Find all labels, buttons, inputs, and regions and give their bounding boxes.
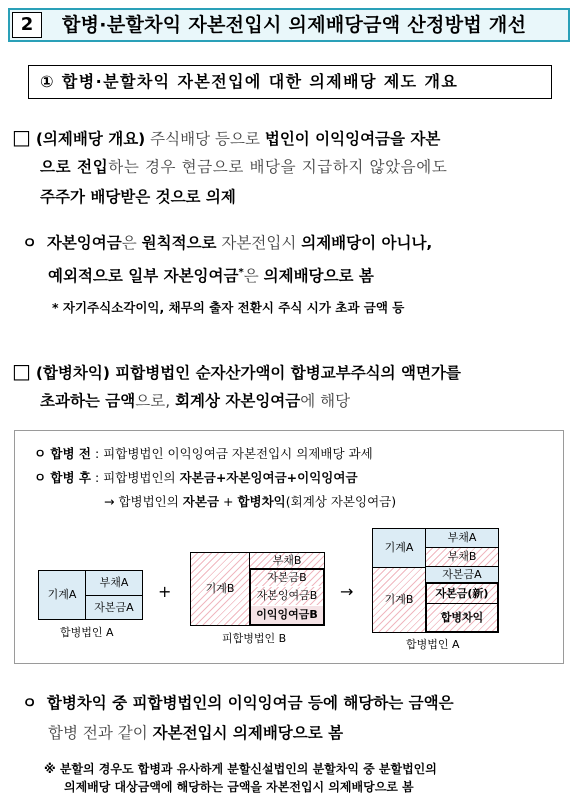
bs-c-liability-b: 부채B (425, 547, 499, 567)
reference-note-line1: ※ 분할의 경우도 합병과 유사하게 분할신설법인의 분할차익 중 분할법인의 (44, 762, 437, 776)
reference-note-line2: 의제배당 대상금액에 해당하는 금액을 자본전입시 의제배당으로 봄 (64, 780, 414, 794)
bs-c-merger-gain: 합병차익 (440, 611, 484, 624)
circle-bullet: ㅇ (22, 694, 37, 712)
bs-c-liability-a: 부채A (425, 528, 499, 548)
bs-b-machine: 기계B (190, 552, 250, 626)
bs-c-capital-a: 자본금A (425, 566, 499, 583)
overview-paragraph-line2: 으로 전입하는 경우 현금으로 배당을 지급하지 않았음에도 (40, 158, 448, 176)
diagram-line-before: ㅇ 합병 전 : 피합병법인 이익잉여금 자본전입시 의제배당 과세 (34, 446, 373, 461)
section-number: 2 (12, 12, 42, 38)
bs-b-liability: 부채B (249, 552, 325, 569)
bs-c-machine-a: 기계A (372, 528, 426, 568)
footnote-star: * (238, 267, 244, 278)
bs-a-machine: 기계A (38, 570, 86, 620)
footnote-text: * 자기주식소각이익, 채무의 출자 전환시 주식 시가 초과 금액 등 (52, 300, 405, 315)
capital-surplus-line2: 예외적으로 일부 자본잉여금*은 의제배당으로 봄 (48, 267, 374, 286)
conclusion-line2: 합병 전과 같이 자본전입시 의제배당으로 봄 (48, 724, 344, 742)
bs-a-capital: 자본금A (85, 595, 143, 620)
bs-a-caption: 합병법인 A (60, 626, 114, 639)
bs-b-capital: 자본금B (251, 570, 323, 586)
plus-sign: + (158, 582, 172, 601)
subtitle-text: ① 합병·분할차익 자본전입에 대한 의제배당 제도 개요 (40, 72, 459, 91)
diagram-line-after: ㅇ 합병 후 : 피합병법인의 자본금+자본잉여금+이익잉여금 (34, 470, 358, 485)
bs-b-retained: 이익잉여금B (251, 606, 323, 624)
square-bullet: □ (12, 125, 31, 149)
bs-c-machine-b: 기계B (372, 567, 426, 633)
bs-c-capital-new: 자본금(新) (427, 584, 497, 604)
overview-paragraph-line1: □ (의제배당 개요) 주식배당 등으로 법인이 이익잉여금을 자본 (12, 125, 441, 149)
capital-surplus-line1: ㅇ 자본잉여금은 원칙적으로 자본전입시 의제배당이 아니나, (22, 234, 433, 252)
merger-gain-line2: 초과하는 금액으로, 회계상 자본잉여금에 해당 (40, 392, 351, 410)
square-bullet: □ (12, 359, 31, 383)
diagram-line-result: → 합병법인의 자본금 + 합병차익(회계상 자본잉여금) (104, 494, 397, 509)
bs-b-surplus: 자본잉여금B (251, 587, 323, 605)
section-title: 합병·분할차익 자본전입시 의제배당금액 산정방법 개선 (62, 14, 527, 36)
bs-a-liability: 부채A (85, 570, 143, 596)
merger-gain-line1: □ (합병차익) 피합병법인 순자산가액이 합병교부주식의 액면가를 (12, 359, 461, 383)
bs-c-caption: 합병법인 A (406, 638, 460, 651)
circle-bullet: ㅇ (22, 234, 37, 252)
conclusion-line1: ㅇ 합병차익 중 피합병법인의 이익잉여금 등에 해당하는 금액은 (22, 694, 454, 712)
overview-paragraph-line3: 주주가 배당받은 것으로 의제 (40, 188, 236, 206)
arrow-right: → (340, 582, 354, 601)
bs-b-caption: 피합병법인 B (222, 632, 287, 645)
